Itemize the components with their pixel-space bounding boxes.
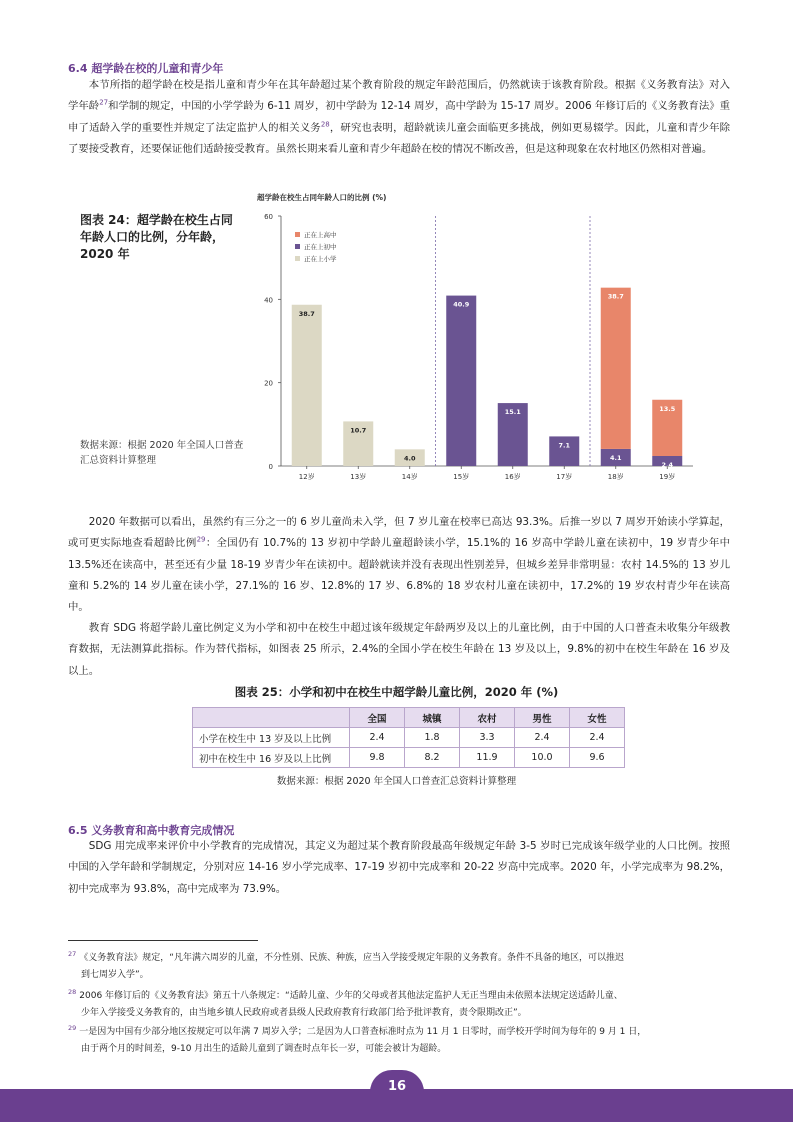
y-tick-label: 60 [264, 213, 273, 221]
section-title-6-4: 6.4 超学龄在校的儿童和青少年 [68, 62, 224, 75]
footnote-text: 到七周岁入学”。 [81, 970, 149, 980]
x-tick-label: 13岁 [350, 473, 367, 481]
bar-1-3 [446, 296, 476, 466]
bar-2-0 [292, 305, 322, 466]
paragraph-text: ：全国仍有 10.7%的 13 岁初中学龄儿童超龄读小学，15.1%的 16 岁高中学龄儿童在读初中，19 岁青少年中 13.5%还在读高中，甚至还有少量 18-19 岁青少年在读初中。超龄就读并没有表现出性别差异，但城乡差异非常明显：农村 14.5%的 13 岁儿童和 5.2%的 14 岁儿童在读小学，27.1%的 16 岁、12.8%的 17 岁、6.8%的 18 岁农村儿童在读初中，17.2%的 19 岁农村青少年在读高中。 [68, 537, 731, 614]
table-header-row [193, 708, 625, 728]
data-label: 4.0 [403, 454, 416, 463]
paragraph-text: 和学制的规定，中国的小学学龄为 6-11 周岁，初中学龄为 12-14 周岁，高中学龄为 15-17 周岁。2006 年修订后的《义务教育法》重申了适龄入学的重要性并规定了法定监护人的相关义务 [68, 100, 731, 134]
x-tick-label: 19岁 [659, 473, 676, 481]
legend-swatch [295, 244, 300, 249]
table-header-urban: 城镇 [405, 708, 460, 728]
footnote-28 [68, 984, 730, 1022]
footnote-number: 27 [68, 950, 77, 958]
legend-label: 正在上小学 [304, 255, 337, 263]
x-tick-label: 15岁 [453, 473, 470, 481]
legend-label: 正在上高中 [304, 231, 337, 239]
legend-swatch [295, 256, 300, 261]
x-tick-label: 12岁 [298, 473, 315, 481]
chart-title: 超学龄在校生占同年龄人口的比例 (%) [257, 193, 387, 202]
table-header-national: 全国 [350, 708, 405, 728]
paragraph-text: 本节所指的超学龄在校是指儿童和青少年在其年龄超过某个教育阶段的规定年龄范围后，仍然就读于该教育阶段。根据《义务教育法》对入学年龄 [68, 79, 730, 113]
footnote-text: 一是因为中国有少部分地区按规定可以年满 7 周岁入学；二是因为人口普查标准时点为 11 月 1 日零时，而学校开学时间为每年的 9 月 1 日， [79, 1027, 647, 1037]
table-cell: 10.0 [515, 748, 570, 768]
footnote-ref-27[interactable]: 27 [99, 98, 109, 107]
figure-24-source: 数据来源：根据 2020 年全国人口普查汇总资料计算整理 [80, 440, 244, 466]
paragraph-text: ，研究也表明，超龄就读儿童会面临更多挑战，例如更易辍学。因此，儿童和青少年除了要接受教育，还要保证他们适龄接受教育。虽然长期来看儿童和青少年超龄在校的情况不断改善，但是这种现象在农村地区仍然相对普遍。 [68, 121, 731, 155]
data-label: 4.1 [609, 453, 622, 462]
table-header-rural: 农村 [460, 708, 515, 728]
table-cell: 2.4 [570, 728, 625, 748]
y-tick-label: 20 [264, 379, 273, 388]
table-25-source: 数据来源：根据 2020 年全国人口普查汇总资料计算整理 [276, 776, 517, 787]
footnote-ref-29[interactable]: 29 [196, 535, 206, 544]
data-label: 38.7 [607, 292, 624, 301]
footnote-divider [68, 940, 258, 941]
footnote-27 [68, 946, 730, 984]
data-label: 15.1 [504, 408, 521, 417]
table-cell: 2.4 [350, 728, 405, 748]
x-tick-label: 18岁 [607, 473, 624, 481]
table-cell: 9.8 [350, 748, 405, 768]
paragraph-text: 2020 年数据可以看出，虽然约有三分之一的 6 岁儿童尚未入学，但 7 岁儿童在校率已高达 93.3%。后推一岁以 7 周岁开始读小学算起，或可更实际地查看超龄比例 [68, 516, 730, 550]
footnote-number: 29 [68, 1024, 77, 1032]
data-label: 13.5 [659, 404, 676, 413]
paragraph-sdg-indicator: 教育 SDG 将超学龄儿童比例定义为小学和初中在校生中超过该年级规定年龄两岁及以上的儿童比例，由于中国的人口普查未收集分年级教育数据，无法测算此指标。作为替代指标，如图表 25 所示，2.4%的全国小学在校生年龄在 13 岁及以上，9.8%的初中在校生年龄在 16 岁及以上。 [68, 622, 730, 677]
table-row [193, 748, 625, 768]
table-cell: 11.9 [460, 748, 515, 768]
footnote-text: 2006 年修订后的《义务教育法》第五十八条规定：“适龄儿童、少年的父母或者其他法定监护人无正当理由未依照本法规定送适龄儿童、 [79, 991, 623, 1001]
footnote-number: 28 [68, 988, 77, 996]
footnote-text: 由于两个月的时间差，9-10 月出生的适龄儿童到了调查时点年长一岁，可能会被计为超龄。 [81, 1044, 447, 1054]
paragraph-2020-data [68, 512, 730, 618]
table-header-female: 女性 [570, 708, 625, 728]
table-header-male: 男性 [515, 708, 570, 728]
legend-swatch [295, 232, 300, 237]
table-row-label: 初中在校生中 16 岁及以上比例 [193, 748, 350, 768]
figure-24-chart [255, 190, 705, 490]
paragraph-over-age-intro [68, 75, 730, 160]
table-cell: 1.8 [405, 728, 460, 748]
table-cell: 9.6 [570, 748, 625, 768]
data-label: 2.4 [661, 461, 674, 469]
section-title-6-5: 6.5 义务教育和高中教育完成情况 [68, 824, 235, 837]
y-tick-label: 40 [264, 296, 273, 305]
x-tick-label: 17岁 [556, 473, 573, 481]
legend-label: 正在上初中 [304, 243, 337, 251]
footnote-29 [68, 1020, 730, 1058]
data-label: 38.7 [298, 309, 315, 318]
table-25 [192, 707, 625, 768]
data-label: 10.7 [350, 426, 367, 435]
page-number: 16 [370, 1070, 424, 1104]
footnote-text: 《义务教育法》规定，“凡年满六周岁的儿童，不分性别、民族、种族，应当入学接受规定年限的义务教育。条件不具备的地区，可以推迟 [79, 953, 624, 963]
footnote-ref-28[interactable]: 28 [320, 120, 330, 129]
data-label: 7.1 [558, 441, 571, 450]
data-label: 40.9 [453, 300, 470, 309]
table-cell: 3.3 [460, 728, 515, 748]
footnote-text: 少年入学接受义务教育的，由当地乡镇人民政府或者县级人民政府教育行政部门给予批评教育，责令限期改正”。 [81, 1008, 527, 1018]
bar-0-6 [601, 288, 631, 449]
x-tick-label: 14岁 [401, 473, 418, 481]
y-tick-label: 0 [268, 463, 273, 471]
table-row-label: 小学在校生中 13 岁及以上比例 [193, 728, 350, 748]
table-cell: 2.4 [515, 728, 570, 748]
paragraph-completion-rate: SDG 用完成率来评价中小学教育的完成情况，其定义为超过某个教育阶段最高年级规定年龄 3-5 岁时已完成该年级学业的人口比例。按照中国的入学年龄和学制规定，分别对应 14-16 岁小学完成率、17-19 岁初中完成率和 20-22 岁高中完成率。2020 年，小学完成率为 98.2%，初中完成率为 93.8%，高中完成率为 73.9%。 [68, 840, 730, 895]
figure-24-caption: 图表 24：超学龄在校生占同年龄人口的比例，分年龄，2020 年 [80, 213, 233, 261]
table-cell: 8.2 [405, 748, 460, 768]
table-25-title: 图表 25：小学和初中在校生中超学龄儿童比例，2020 年 (%) [234, 685, 559, 699]
x-tick-label: 16岁 [504, 473, 521, 481]
table-header-blank [193, 708, 350, 728]
table-row [193, 728, 625, 748]
